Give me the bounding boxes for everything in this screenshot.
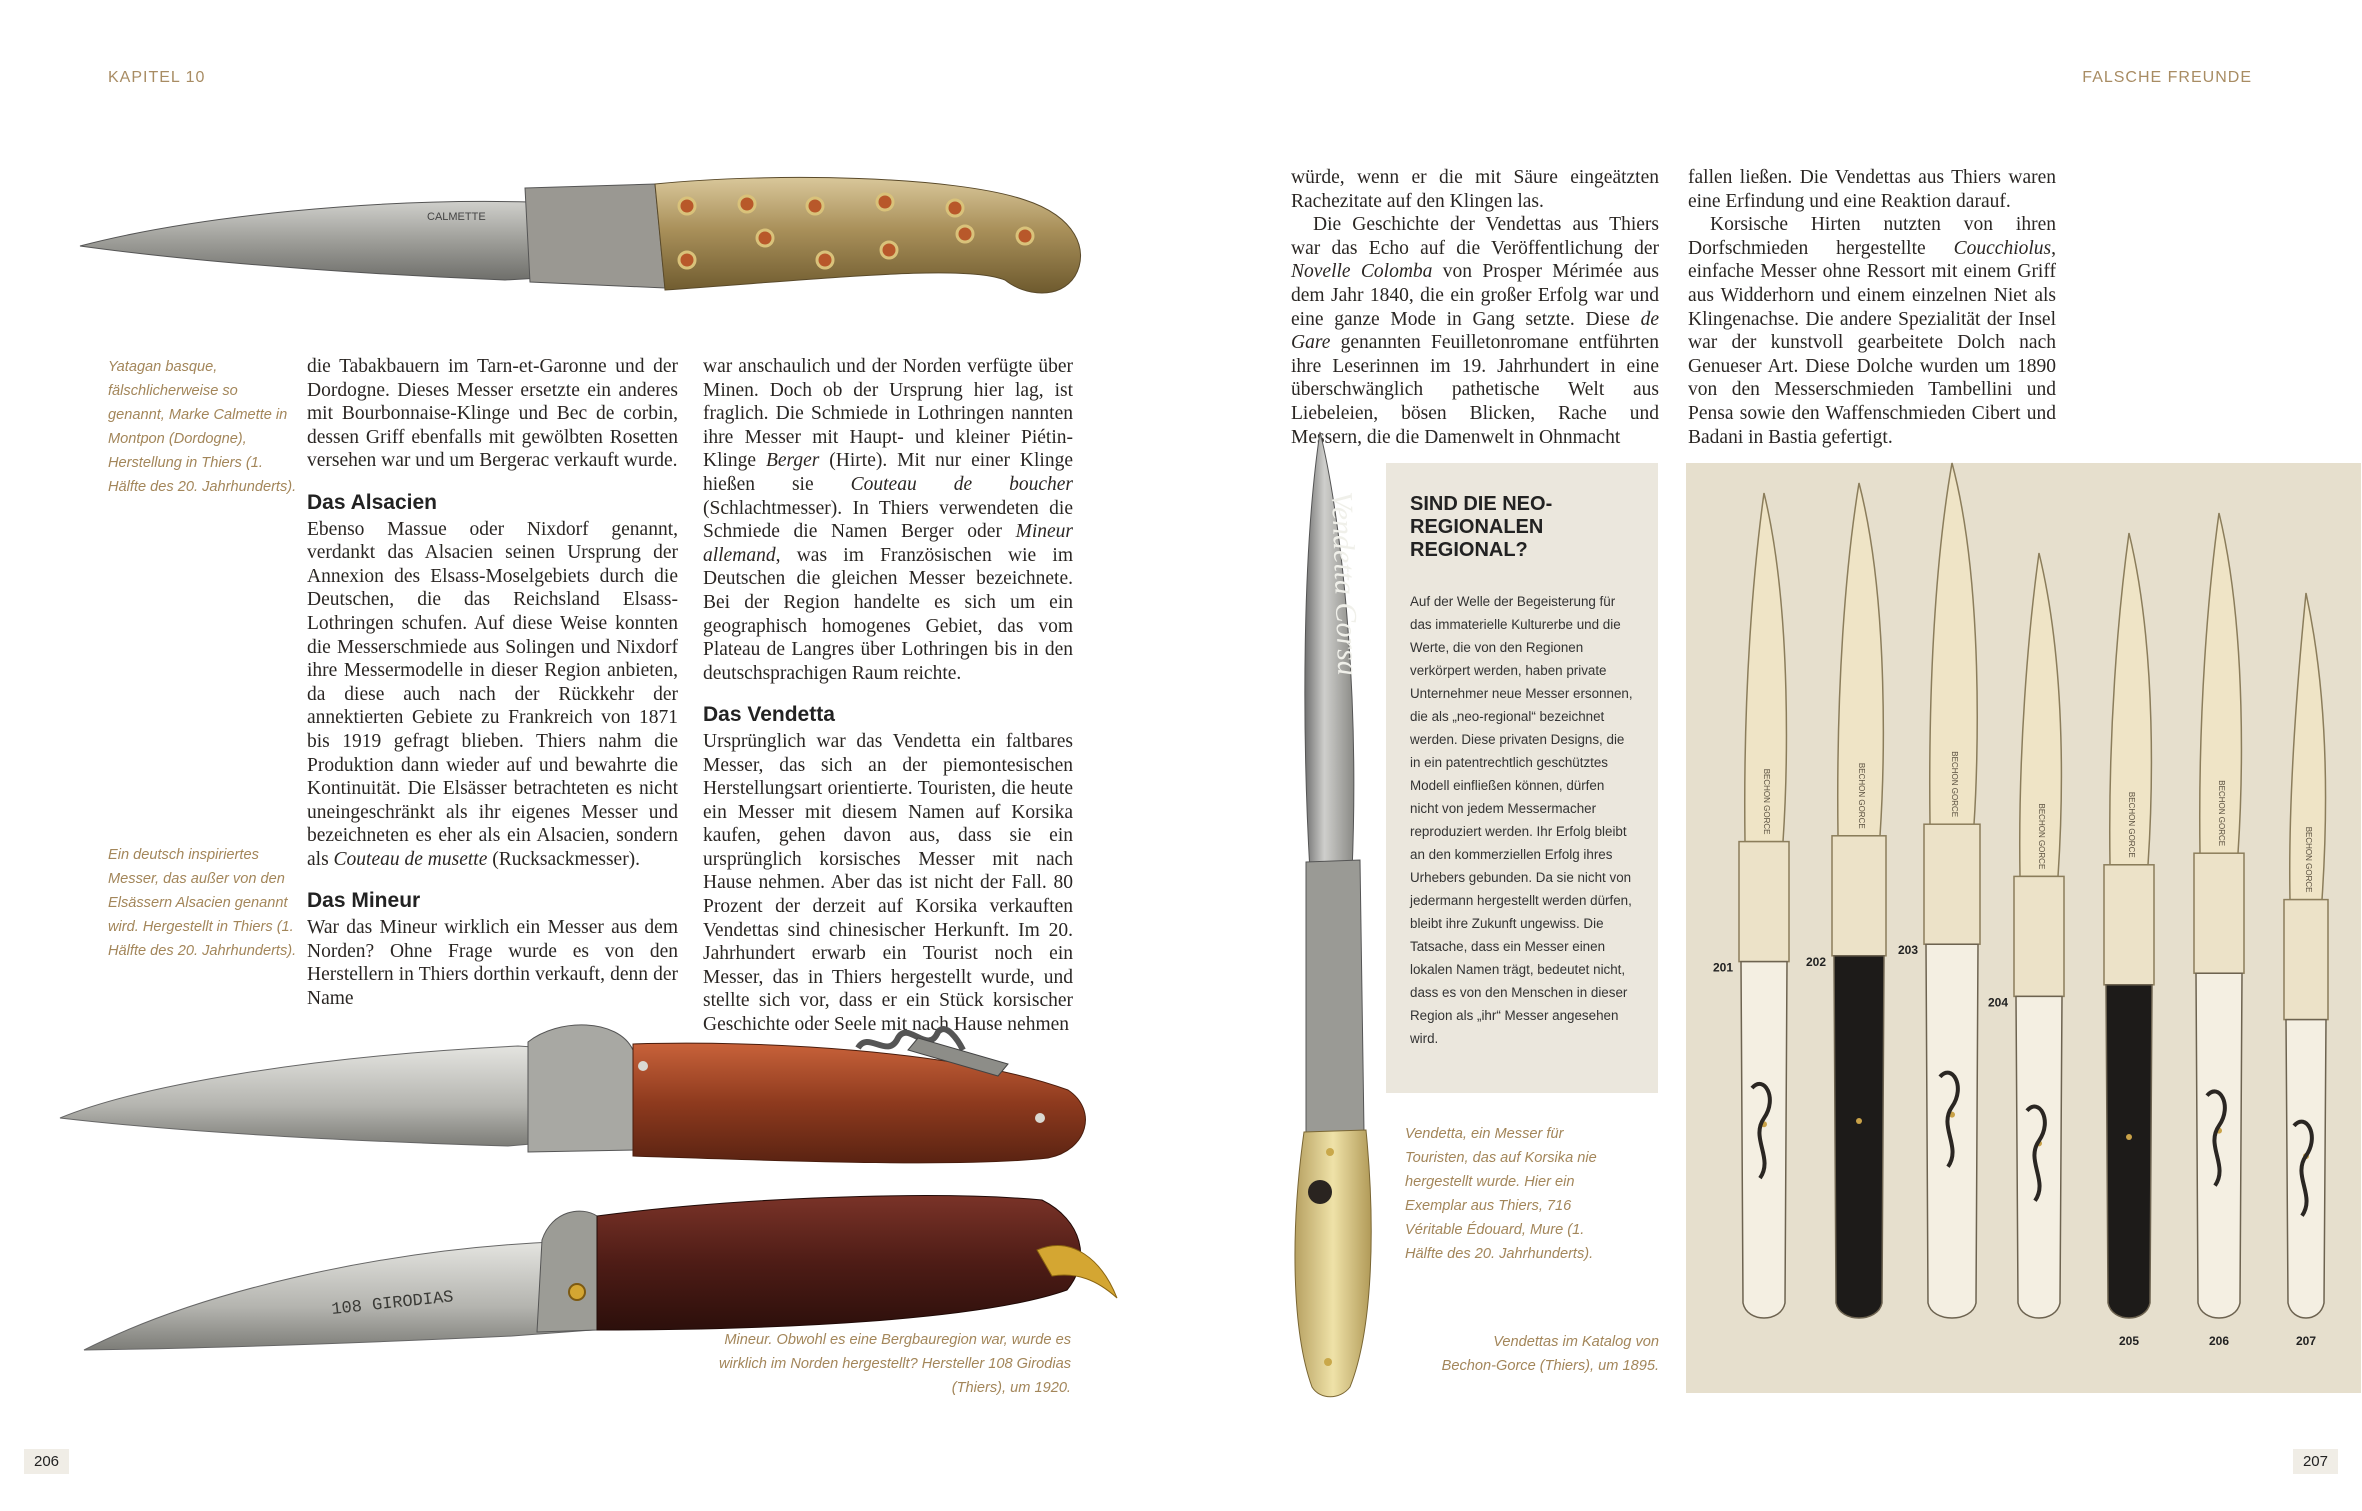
page-number-right: 207: [2293, 1449, 2338, 1474]
caption-vendetta: Vendetta, ein Messer für Touristen, das auf Korsika nie hergestellt wurde. Hier ein Exemplar aus Thiers, 716 Véritable Édouard, Mure (1. Hälfte des 20. Jahrhunderts).: [1405, 1126, 1597, 1262]
mineur-stamp: 108 GIRODIAS: [330, 1288, 455, 1320]
alsacien-knife-image: [58, 1010, 1098, 1180]
sidebar-box: [1386, 463, 1658, 1093]
catalog-knife-201: [1713, 493, 1789, 1318]
catalog-knife-207: [2284, 593, 2328, 1348]
left-column-1: [307, 355, 678, 1010]
vendetta-etching: Vendetta Corsa: [1325, 491, 1365, 677]
caption-mineur: Mineur. Obwohl es eine Bergbauregion war, wurde es wirklich im Norden hergestellt? Hersteller 108 Girodias (Thiers), um 1920.: [718, 1332, 1071, 1396]
left-column-2: [703, 355, 1073, 1037]
brand-stamp: BECHON GORCE: [2127, 791, 2136, 858]
brand-stamp: BECHON GORCE: [2037, 803, 2046, 870]
catalog-knife-203: [1898, 463, 1980, 1318]
running-head-right: FALSCHE FREUNDE: [2082, 69, 2252, 86]
vendetta-knife-image: [1280, 432, 1390, 1392]
yatagan-knife-image: [75, 168, 1120, 308]
caption-yatagan: Yatagan basque, fälschlicherweise so genannt, Marke Calmette in Montpon (Dordogne), Herstellung in Thiers (1. Hälfte des 20. Jahrhunderts).: [108, 359, 297, 495]
catalog-knives: [1686, 463, 2361, 1393]
catalog-number: 207: [2295, 1334, 2317, 1348]
catalog-number: 201: [1712, 960, 1733, 975]
heading-mineur: Das Mineur: [307, 889, 421, 913]
right-column-1: [1291, 166, 1659, 449]
catalog-knife-205: [2104, 533, 2154, 1348]
paragraph: war anschaulich und der Norden verfügte über Minen. Doch ob der Ursprung hier lag, ist fraglich. Die Schmiede in Lothringen nannten ihre Messer mit Haupt- und kleiner Piétin-Klinge Berger (Hirte). Mit nur einer Klinge hießen sie Couteau de boucher (Schlachtmesser). In Thiers verwendeten die Schmiede die Namen Berger oder Mineur allemand, was im Französischen wie im Deutschen die gleichen Messer bezeichnete. Bei der Region handelte es sich um ein geographisch homogenes Gebiet, das vom Plateau de Langres über Lothringen bis in den deutschsprachigen Raum reichte.: [703, 356, 1073, 684]
brand-stamp: BECHON GORCE: [1762, 768, 1771, 835]
brand-stamp: BECHON GORCE: [2304, 826, 2313, 893]
caption-katalog: Vendettas im Katalog von Bechon-Gorce (Thiers), um 1895.: [1441, 1334, 1659, 1374]
paragraph: Korsische Hirten nutzten von ihren Dorfschmieden hergestellte Coucchiolus, einfache Messer ohne Ressort mit einem Griff aus Widderhorn und einem einzelnen Niet als Klingenachse. Die andere Spezialität der Insel war der kunstvoll gearbeitete Dolch nach Genueser Art. Diese Dolche wurden um 1890 von den Messerschmieden Tambellini und Pensa sowie den Waffenschmieden Cibert und Badani in Bastia gefertigt.: [1688, 214, 2056, 448]
brand-stamp: BECHON GORCE: [1857, 762, 1866, 829]
paragraph: die Tabakbauern im Tarn-et-Garonne und der Dordogne. Dieses Messer ersetzte ein anderes mit Bourbonnaise-Klinge und Bec de corbin, dessen Griff ebenfalls mit gewölbten Rosetten versehen war und um Bergerac verkauft wurde.: [307, 356, 678, 472]
heading-vendetta: Das Vendetta: [703, 703, 835, 727]
paragraph: Ursprünglich war das Vendetta ein faltbares Messer, das sich an der piemontesischen Herstellungsart orientierte. Touristen, die heute ein Messer mit diesem Namen auf Korsika kaufen, gehen davon aus, dass sie ein ursprünglich korsisches Messer mit nach Hause nehmen. Aber das ist nicht der Fall. 80 Prozent der derzeit auf Korsika verkauften Vendettas sind chinesischer Herkunft. Im 20. Jahrhundert erwarb ein Tourist noch ein Messer, das in Thiers hergestellt wurde, und stellte sich vor, dass er ein Stück korsischer Geschichte oder Seele mit nach Hause nehmen: [703, 730, 1073, 1036]
brand-stamp: BECHON GORCE: [2217, 780, 2226, 847]
paragraph: Die Geschichte der Vendettas aus Thiers war das Echo auf die Veröffentlichung der Novelle Colomba von Prosper Mérimée aus dem Jahr 1840, die ein großer Erfolg war und eine ganze Mode in Gang setzte. Diese de Gare genannten Feuilletonromane entführten ihre Leserinnen im 19. Jahrhundert in eine überschwänglich pathetische Welt aus Liebeleien, bösen Blicken, Rache und Messern, die die Damenwelt in Ohnmacht: [1291, 214, 1659, 448]
right-column-2: [1688, 166, 2056, 449]
paragraph: würde, wenn er die mit Säure eingeätzten Rachezitate auf den Klingen las.: [1291, 167, 1659, 212]
running-head-left: KAPITEL 10: [108, 69, 206, 86]
heading-alsacien: Das Alsacien: [307, 490, 437, 514]
paragraph: War das Mineur wirklich ein Messer aus dem Norden? Ohne Frage wurde es von den Herstellern in Thiers dorthin verkauft, denn der Name: [307, 917, 678, 1009]
catalog-knife-206: [2194, 513, 2244, 1348]
catalog-number: 204: [1987, 995, 2008, 1010]
brand-stamp: BECHON GORCE: [1950, 751, 1959, 818]
catalog-knife-204: [1988, 553, 2064, 1318]
catalog-number: 203: [1897, 943, 1918, 958]
paragraph: fallen ließen. Die Vendettas aus Thiers waren eine Erfindung und eine Reaktion darauf.: [1688, 167, 2056, 212]
catalog-number: 205: [2118, 1334, 2140, 1348]
catalog-plate-image: [1686, 463, 2361, 1393]
paragraph: Ebenso Massue oder Nixdorf genannt, verdankt das Alsacien seinen Ursprung der Annexion des Elsass-Moselgebiets durch die Deutschen, die das Reichsland Elsass-Lothringen schufen. Auf diese Weise konnten die Messerschmiede aus Solingen und Nixdorf ihre Messermodelle in dieser Region anbieten, da diese auch nach der Rückkehr der annektierten Gebiete zu Frankreich von 1871 bis 1919 gefragt blieben. Thiers nahm die Produktion dann wieder auf und bewahrte die Kontinuität. Die Elsässer betrachteten es nicht uneingeschränkt als ihr eigenes Messer und bezeichneten es eher als ein Alsacien, sondern als Couteau de musette (Rucksackmesser).: [307, 518, 678, 870]
page-number-left: 206: [24, 1449, 69, 1474]
caption-alsacien: Ein deutsch inspiriertes Messer, das außer von den Elsässern Alsacien genannt wird. Hergestellt in Thiers (1. Hälfte des 20. Jahrhunderts).: [108, 847, 297, 959]
sidebar-text: Auf der Welle der Begeisterung für das immaterielle Kulturerbe und die Werte, die von den Regionen verkörpert werden, haben private Unternehmer neue Messer ersonnen, die als „neo-regional“ bezeichnet werden. Diese privaten Designs, die in ein patentrechtlich geschütztes Modell einfließen können, dürfen nicht von jedem Messermacher reproduziert werden. Ihr Erfolg bleibt an den kommerziellen Erfolg ihres Urhebers gebunden. Da sie nicht von jedermann hergestellt werden dürfen, bleibt ihre Zukunft ungewiss. Die Tatsache, dass ein Messer einen lokalen Namen trägt, bedeutet nicht, dass es von den Menschen in dieser Region als „ihr“ Messer angesehen wird.: [1410, 594, 1633, 1046]
yatagan-stamp: CALMETTE: [427, 211, 486, 223]
sidebar-title: SIND DIE NEO-REGIONALEN REGIONAL?: [1410, 493, 1553, 561]
catalog-number: 202: [1805, 954, 1826, 969]
catalog-number: 206: [2208, 1334, 2230, 1348]
catalog-knife-202: [1806, 483, 1886, 1318]
